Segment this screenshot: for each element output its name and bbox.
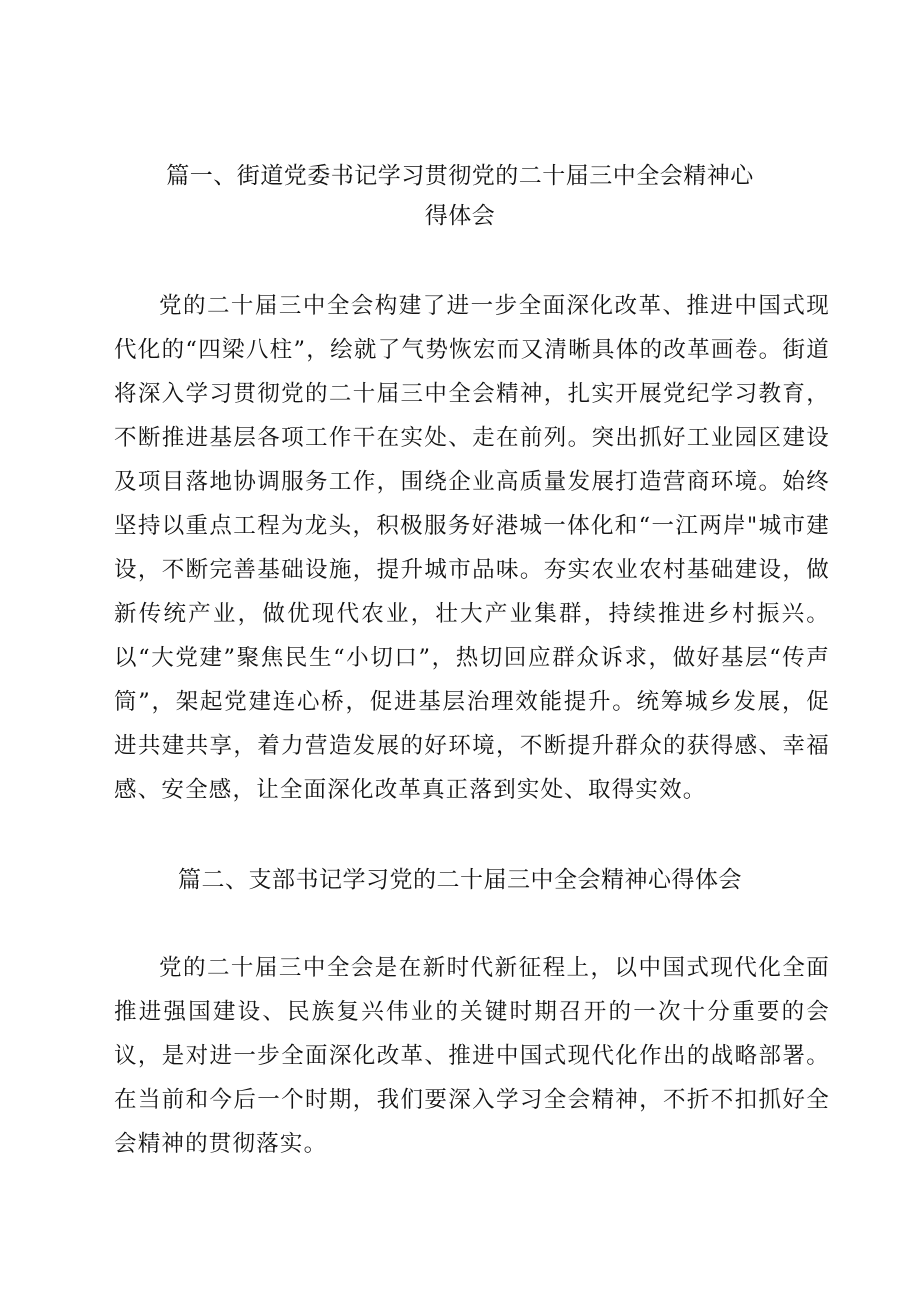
section-1-title-line-1: 篇一、街道党委书记学习贯彻党的二十届三中全会精神心 — [166, 163, 754, 189]
section-2-title: 篇二、支部书记学习党的二十届三中全会精神心得体会 — [178, 867, 742, 893]
section-1-title — [0, 156, 920, 236]
section-2-body: 党的二十届三中全会是在新时代新征程上，以中国式现代化全面推进强国建设、民族复兴伟业的关键时期召开的一次十分重要的会议，是对进一步全面深化改革、推进中国式现代化作出的战略部署。在当前和今后一个时期，我们要深入学习全会精神，不折不扣抓好全会精神的贯彻落实。 — [114, 955, 830, 1157]
section-1-body: 党的二十届三中全会构建了进一步全面深化改革、推进中国式现代化的“四梁八柱”，绘就了气势恢宏而又清晰具体的改革画卷。街道将深入学习贯彻党的二十届三中全会精神，扎实开展党纪学习教育，不断推进基层各项工作干在实处、走在前列。突出抓好工业园区建设及项目落地协调服务工作，围绕企业高质量发展打造营商环境。始终坚持以重点工程为龙头，积极服务好港城一体化和“一江两岸"城市建设，不断完善基础设施，提升城市品味。夯实农业农村基础建设，做新传统产业，做优现代农业，壮大产业集群，持续推进乡村振兴。以“大党建”聚焦民生“小切口”，热切回应群众诉求，做好基层“传声筒”，架起党建连心桥，促进基层治理效能提升。统筹城乡发展，促进共建共享，着力营造发展的好环境，不断提升群众的获得感、幸福感、安全感，让全面深化改革真正落到实处、取得实效。 — [114, 293, 830, 803]
section-1-title-line-2: 得体会 — [424, 203, 496, 229]
